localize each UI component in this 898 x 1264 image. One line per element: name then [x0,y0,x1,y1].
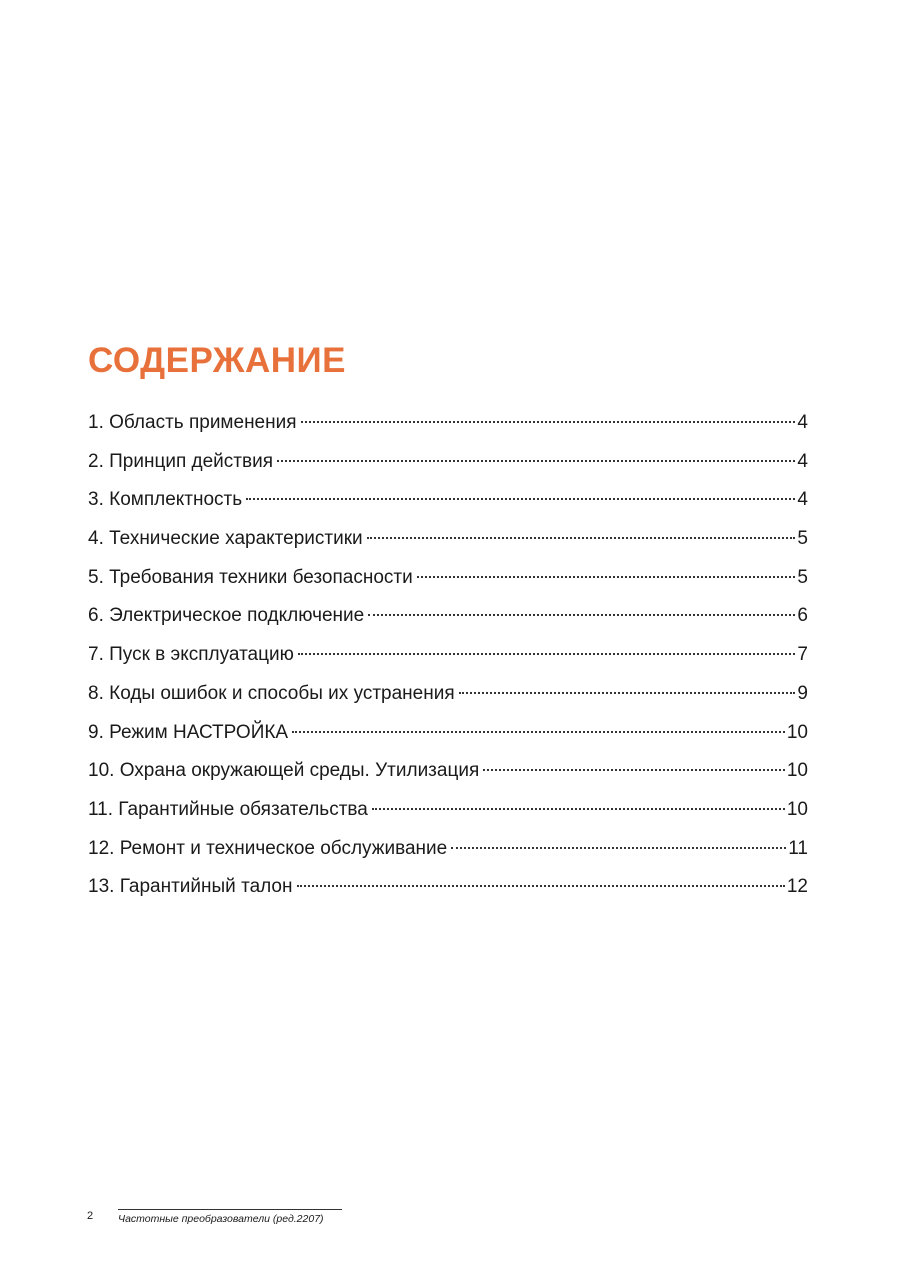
toc-item-2[interactable] [88,448,808,487]
toc-item-page: 10 [786,760,808,782]
toc-item-page: 6 [797,605,808,627]
toc-leader-dots [483,769,785,771]
toc-item-label: 8. Коды ошибок и способы их устранения [88,682,455,704]
toc-leader-dots [368,614,795,616]
toc-item-label: 7. Пуск в эксплуатацию [88,644,294,666]
toc-item-label: 1. Область применения [88,412,297,433]
footer-page-number: 2 [87,1210,94,1222]
toc-item-label: 6. Электрическое подключение [88,605,365,627]
toc-leader-dots [297,885,785,887]
toc-item-7[interactable] [88,641,808,680]
toc-leader-dots [246,498,795,500]
toc-item-label: 2. Принцип действия [88,450,273,472]
toc-item-1[interactable] [88,409,808,448]
toc-item-label: 12. Ремонт и техническое обслуживание [88,837,448,859]
toc-leader-dots [451,847,786,849]
toc-leader-dots [298,653,796,655]
toc-item-page: 4 [797,412,808,433]
toc-item-4[interactable] [88,525,808,564]
toc-leader-dots [277,460,795,462]
toc-item-label: 9. Режим НАСТРОЙКА [88,721,289,743]
toc-item-label: 3. Комплектность [88,489,243,511]
footer-divider [118,1209,342,1210]
toc-item-8[interactable] [88,680,808,719]
page-title: СОДЕРЖАНИЕ [88,341,347,380]
toc-item-3[interactable] [88,486,808,525]
toc-item-page: 5 [797,528,808,550]
toc-item-label: 10. Охрана окружающей среды. Утилизация [88,760,480,782]
toc-item-9[interactable] [88,719,808,758]
toc-item-13[interactable] [88,873,808,912]
toc-item-label: 13. Гарантийный талон [88,876,293,898]
toc-item-10[interactable] [88,757,808,796]
toc-item-6[interactable] [88,602,808,641]
toc-item-page: 10 [786,798,808,820]
toc-item-page: 12 [786,876,808,898]
toc-leader-dots [417,576,796,578]
toc-leader-dots [292,731,785,733]
table-of-contents [88,409,808,912]
toc-leader-dots [301,421,796,423]
toc-item-page: 9 [797,682,808,704]
toc-leader-dots [372,808,785,810]
toc-item-label: 4. Технические характеристики [88,528,363,550]
toc-item-12[interactable] [88,835,808,874]
footer-caption: Частотные преобразователи (ред.2207) [118,1213,324,1225]
toc-item-11[interactable] [88,796,808,835]
toc-item-page: 4 [797,489,808,511]
toc-leader-dots [367,537,796,539]
toc-item-label: 11. Гарантийные обязательства [88,798,368,820]
toc-item-page: 10 [786,721,808,743]
toc-leader-dots [459,692,796,694]
toc-item-page: 11 [788,837,808,859]
toc-item-page: 7 [797,644,808,666]
toc-item-page: 5 [797,566,808,588]
toc-item-page: 4 [797,450,808,472]
toc-item-label: 5. Требования техники безопасности [88,566,413,588]
toc-item-5[interactable] [88,564,808,603]
